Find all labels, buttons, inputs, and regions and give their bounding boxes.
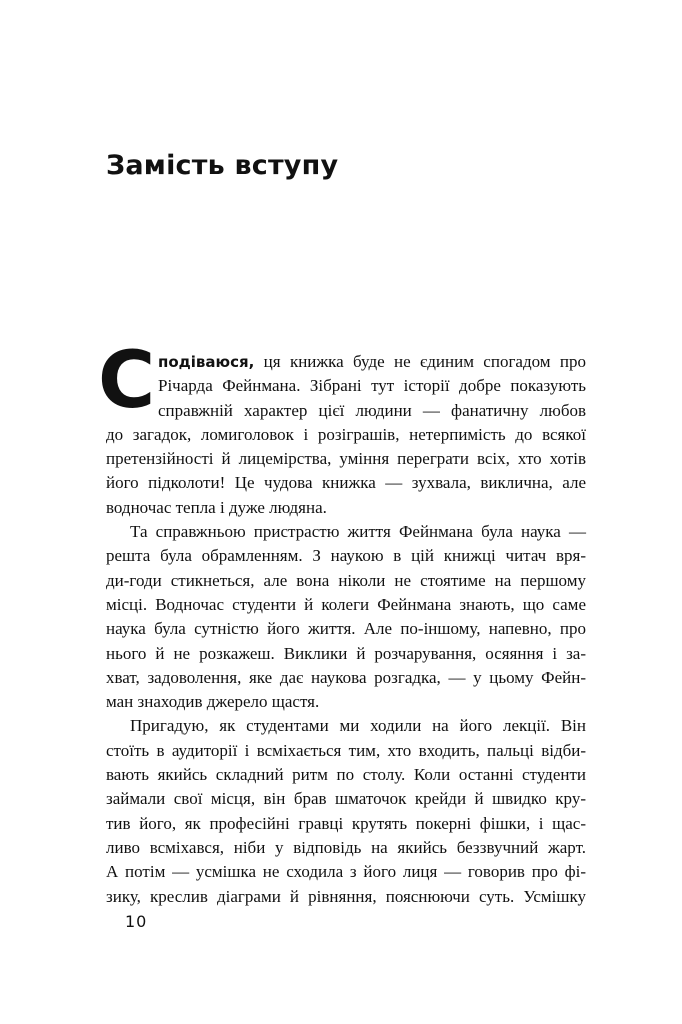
- text-line: стоїть в аудиторії і всміхається тим, хто входить, пальці відби-: [106, 740, 586, 760]
- text-line: ливо всміхався, ніби у відповідь на якийсь беззвучний жарт.: [106, 837, 586, 857]
- text-line: [106, 350, 586, 374]
- text-line: займали свої місця, він брав шматочок крейди й швидко кру-: [106, 789, 586, 809]
- text-line: ди-годи стикнеться, але вона ніколи не стоятиме на першому: [106, 570, 586, 590]
- lead-rest: ця книжка буде не єдиним спогадом про: [254, 352, 586, 371]
- chapter-title: Замість вступу: [106, 150, 339, 181]
- text-line: тив його, як професійні гравці крутять покерні фішки, і щас-: [106, 813, 586, 833]
- text-line: нього й не розкажеш. Виклики й розчарування, осяяння і за-: [106, 643, 586, 663]
- text-line: місці. Водночас студенти й колеги Фейнмана знають, що саме: [106, 594, 586, 614]
- text-line: хват, задоволення, яке дає наукова розгадка, — у цьому Фейн-: [106, 667, 586, 687]
- text-line: ман знаходив джерело щастя.: [106, 692, 320, 712]
- lead-word: подіваюся,: [158, 353, 255, 371]
- text-line: до загадок, ломиголовок і розіграшів, нетерпимість до всякої: [106, 424, 586, 444]
- text-line: Річарда Фейнмана. Зібрані тут історії добре показують: [158, 376, 586, 396]
- text-line: наука була сутністю його життя. Але по-іншому, напевно, про: [106, 619, 586, 639]
- text-line: зику, креслив діаграми й рівняння, пояснюючи суть. Усмішку: [106, 886, 586, 906]
- body-text: [98, 336, 586, 909]
- text-line: Та справжньою пристрастю життя Фейнмана була наука —: [130, 522, 586, 542]
- page-number: 10: [125, 912, 148, 931]
- text-line: решта була обрамленням. З наукою в цій книжці читач вря-: [106, 546, 586, 566]
- drop-cap: С: [98, 336, 156, 426]
- text-line: справжній характер цієї людини — фанатичну любов: [158, 400, 586, 420]
- text-line: вають якийсь складний ритм по столу. Коли останні студенти: [106, 765, 586, 785]
- text-line: водночас тепла і дуже людяна.: [106, 497, 327, 517]
- text-line: А потім — усмішка не сходила з його лиця — говорив про фі-: [106, 862, 586, 882]
- text-line: Пригадую, як студентами ми ходили на його лекції. Він: [130, 716, 586, 736]
- text-line: його підколоти! Це чудова книжка — зухвала, виклична, але: [106, 473, 586, 493]
- text-line: претензійності й лицемірства, уміння переграти всіх, хто хотів: [106, 449, 586, 469]
